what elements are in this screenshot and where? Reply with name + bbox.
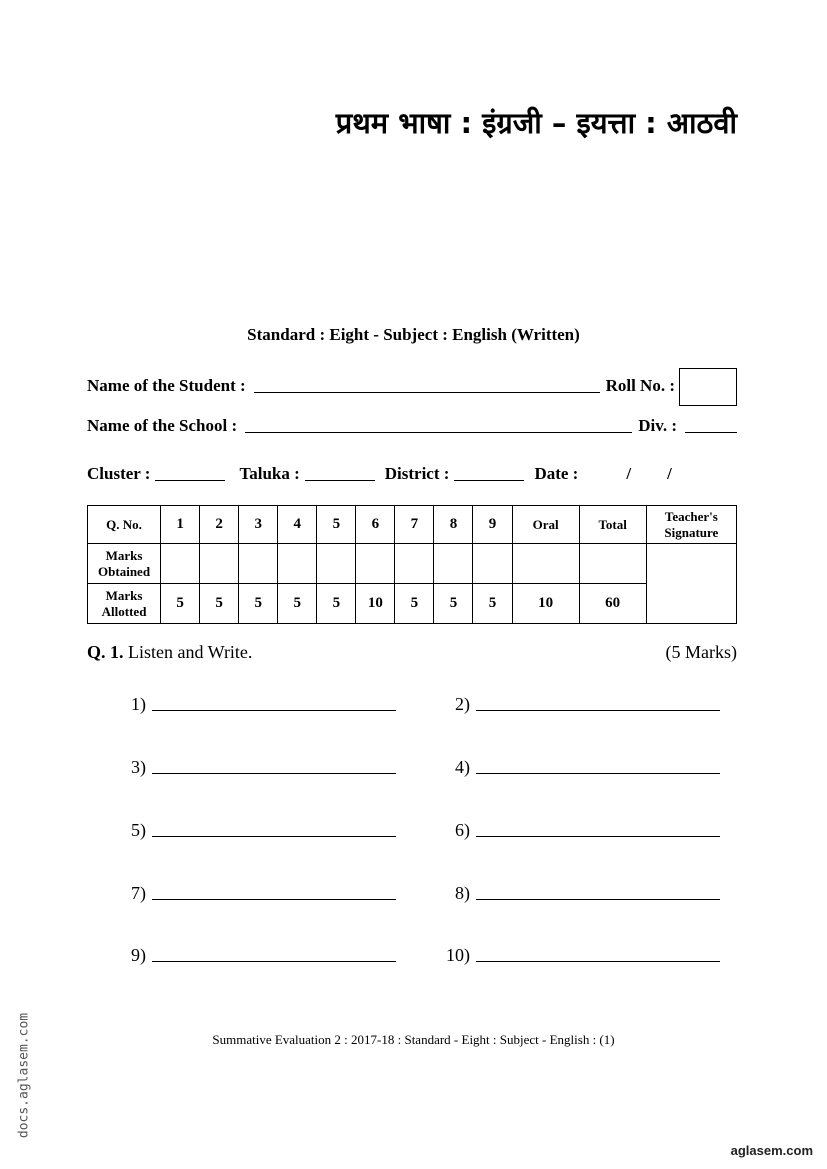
question-header: 1 [161,506,200,544]
allotted-cell: 5 [395,584,434,624]
obtained-cell[interactable] [434,544,473,584]
signature-cell[interactable] [646,544,736,624]
question-1-text: Listen and Write. [128,642,253,662]
student-name-field[interactable] [254,392,600,393]
answer-number: 5) [131,820,146,840]
allotted-cell: 5 [278,584,317,624]
obtained-cell[interactable] [200,544,239,584]
obtained-cell[interactable] [161,544,200,584]
table-header-row [88,506,737,544]
answer-line[interactable] [440,820,740,841]
student-row [87,368,737,396]
side-watermark: docs.aglasem.com [16,1012,32,1139]
subject-heading: Standard : Eight - Subject : English (Written) [247,325,580,344]
marks-obtained-label: Marks Obtained [88,544,161,584]
question-header: 9 [473,506,512,544]
question-header: 7 [395,506,434,544]
answer-line[interactable] [440,945,740,966]
oral-obtained-cell[interactable] [512,544,579,584]
taluka-field[interactable] [305,480,375,481]
question-header: 8 [434,506,473,544]
answer-line[interactable] [116,694,416,715]
obtained-cell[interactable] [473,544,512,584]
district-field[interactable] [454,480,524,481]
answer-line[interactable] [116,757,416,778]
qno-header: Q. No. [88,506,161,544]
marks-table [87,505,737,624]
allotted-cell: 5 [161,584,200,624]
student-name-label: Name of the Student : [87,376,246,395]
div-label: Div. : [638,416,677,435]
answer-line[interactable] [440,883,740,904]
question-1-heading [87,642,252,663]
roll-no-box[interactable] [679,368,737,406]
answer-number: 6) [455,820,470,840]
corner-watermark: aglasem.com [730,1143,813,1158]
question-header: 6 [356,506,395,544]
question-header: 2 [200,506,239,544]
question-header: 3 [239,506,278,544]
div-field[interactable] [685,432,737,433]
school-name-label: Name of the School : [87,416,238,435]
answer-number: 1) [131,694,146,714]
obtained-cell[interactable] [395,544,434,584]
school-name-field[interactable] [245,432,632,433]
question-1-marks: (5 Marks) [665,642,737,662]
page-title-marathi: प्रथम भाषा : इंग्रजी – इयत्ता : आठवी [335,106,737,140]
school-row [87,416,737,436]
allotted-cell: 5 [200,584,239,624]
cluster-field[interactable] [155,480,225,481]
obtained-cell[interactable] [239,544,278,584]
date-label: Date : [534,464,579,483]
answer-number: 3) [131,757,146,777]
question-header: 5 [317,506,356,544]
page-footer: Summative Evaluation 2 : 2017-18 : Standard - Eight : Subject - English : (1) [212,1032,615,1047]
answer-number: 8) [455,883,470,903]
answer-number: 7) [131,883,146,903]
answer-number: 2) [455,694,470,714]
location-row [87,464,737,484]
taluka-label: Taluka : [239,464,300,483]
district-label: District : [384,464,450,483]
answer-line[interactable] [116,883,416,904]
answer-line[interactable] [440,757,740,778]
allotted-cell: 5 [317,584,356,624]
obtained-cell[interactable] [317,544,356,584]
oral-allotted-cell: 10 [512,584,579,624]
allotted-cell: 5 [473,584,512,624]
allotted-cell: 5 [434,584,473,624]
question-1-number: Q. 1. [87,642,124,662]
answer-number: 4) [455,757,470,777]
obtained-cell[interactable] [356,544,395,584]
allotted-cell: 10 [356,584,395,624]
marks-allotted-label: Marks Allotted [88,584,161,624]
date-separator: / [626,464,632,483]
total-allotted-cell: 60 [579,584,646,624]
answer-line[interactable] [116,945,416,966]
marks-allotted-row [88,584,737,624]
cluster-label: Cluster : [87,464,151,483]
total-obtained-cell[interactable] [579,544,646,584]
obtained-cell[interactable] [278,544,317,584]
roll-no-label: Roll No. : [605,376,675,395]
answer-number: 10) [446,945,470,965]
question-header: 4 [278,506,317,544]
total-header: Total [579,506,646,544]
marks-obtained-row [88,544,737,584]
date-separator: / [667,464,672,483]
oral-header: Oral [512,506,579,544]
answer-line[interactable] [116,820,416,841]
signature-header: Teacher's Signature [646,506,736,544]
answer-line[interactable] [440,694,740,715]
answer-number: 9) [131,945,146,965]
allotted-cell: 5 [239,584,278,624]
